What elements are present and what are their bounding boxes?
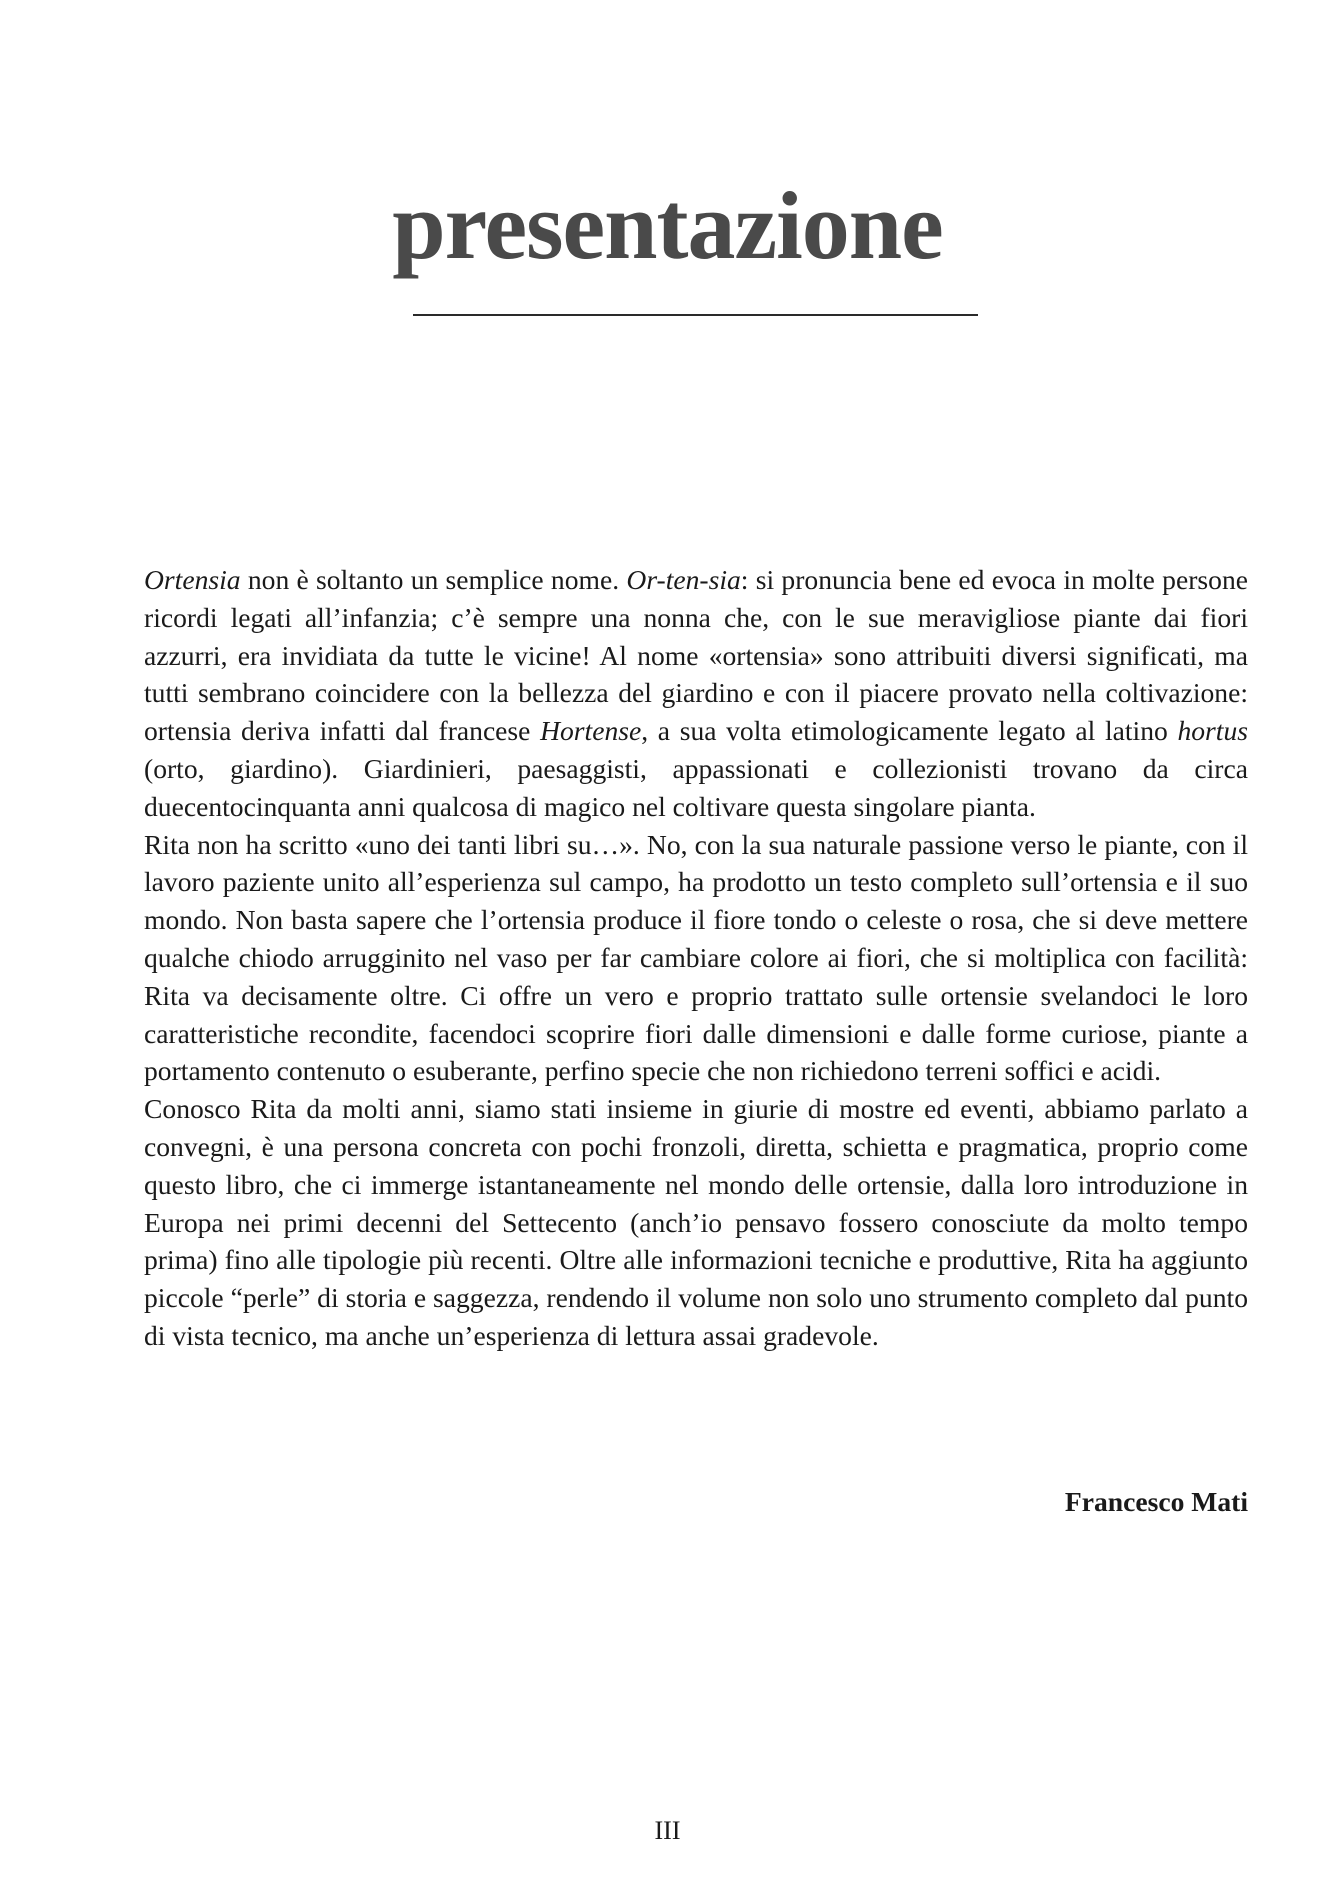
page-title: presentazione — [392, 172, 943, 279]
text-run: Hortense — [540, 715, 642, 747]
author-signature: Francesco Mati — [1064, 1486, 1248, 1517]
paragraph-2 — [144, 826, 1248, 1091]
text-run: : si pronuncia bene ed evoca in molte persone ricordi legati all’infanzia; c’è sempre una nonna che, con le sue meravigliose piante dai fiori azzurri, era invidiata da tutte le vicine! Al nome «ortensia» sono attribuiti diversi significati, ma tutti sembrano coincidere con la bellezza del giardino e con il piacere provato nella coltivazione: ortensia deriva infatti dal francese — [144, 564, 1248, 747]
body-text — [144, 561, 1248, 1355]
text-run: Conosco Rita da molti anni, siamo stati insieme in giurie di mostre ed eventi, abbiamo parlato a convegni, è una persona concreta con pochi fronzoli, diretta, schietta e pragmatica, proprio come questo libro, che ci immerge istantaneamente nel mondo delle ortensie, dalla loro introduzione in Europa nei primi decenni del Settecento (anch’io pensavo fossero conosciute da molto tempo prima) fino alle tipologie più recenti. Oltre alle informazioni tecniche e produttive, Rita ha aggiunto piccole “perle” di storia e saggezza, rendendo il volume non solo uno strumento completo dal punto di vista tecnico, ma anche un’esperienza di lettura assai gradevole. — [144, 1093, 1248, 1351]
title-underline — [413, 314, 978, 316]
text-run: Or-ten-sia — [626, 564, 741, 595]
text-run: Ortensia — [144, 564, 241, 595]
text-run: , a sua volta etimologicamente legato al latino — [641, 715, 1178, 747]
text-run: hortus — [1177, 715, 1248, 747]
page-number: III — [654, 1816, 681, 1845]
text-run: Rita non ha scritto «uno dei tanti libri su…». No, con la sua naturale passione verso le piante, con il lavoro paziente unito all’esperienza sul campo, ha prodotto un testo completo sull’ortensia e il suo mondo. Non basta sapere che l’ortensia produce il fiore tondo o celeste o rosa, che si deve mettere qualche chiodo arrugginito nel vaso per far cambiare colore ai fiori, che si moltiplica con facilità: Rita va decisamente oltre. Ci offre un vero e proprio trattato sulle ortensie svelandoci le loro caratteristiche recondite, facendoci scoprire fiori dalle dimensioni e dalle forme curiose, piante a portamento contenuto o esuberante, perfino specie che non richiedono terreni soffici e acidi. — [144, 828, 1248, 1087]
text-run: non è soltanto un semplice nome. — [240, 564, 627, 595]
paragraph-1 — [144, 561, 1248, 826]
paragraph-3 — [144, 1090, 1248, 1355]
text-run: (orto, giardino). Giardinieri, paesaggisti, appassionati e collezionisti trovano da circa duecentocinquanta anni qualcosa di magico nel coltivare questa singolare pianta. — [144, 752, 1248, 822]
